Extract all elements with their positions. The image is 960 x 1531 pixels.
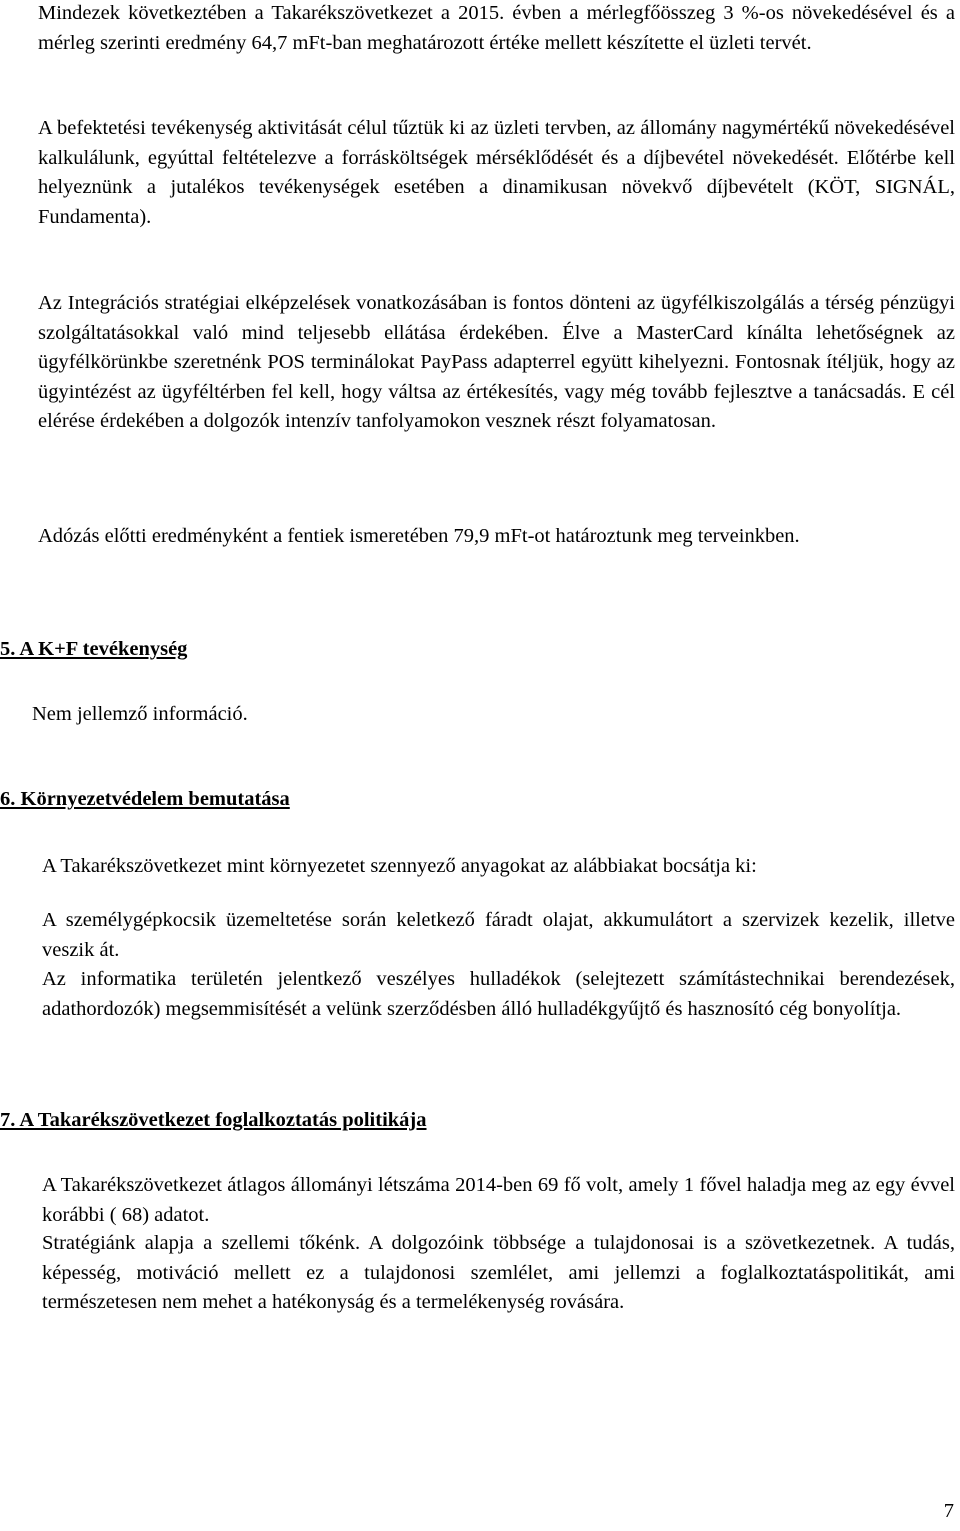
paragraph-pretax-result: Adózás előtti eredményként a fentiek ismeretében 79,9 mFt-ot határoztunk meg terveinkben. <box>38 525 800 547</box>
section-6-heading: 6. Környezetvédelem bemutatása <box>0 788 290 810</box>
section-6-intro: A Takarékszövetkezet mint környezetet szennyező anyagokat az alábbiakat bocsátja ki: <box>42 855 757 877</box>
paragraph-integration-strategy: Az Integrációs stratégiai elképzelések vonatkozásában is fontos dönteni az ügyfélkiszolgálás a térség pénzügyi szolgáltatásokkal való mind teljesebb ellátása érdekében. Élve a MasterCard kínálta lehetőségnek az ügyfélkörünkbe szeretnénk POS terminálokat PayPass adapterrel együtt kihelyezni. Fontosnak ítéljük, hogy az ügyintézést az ügyféltérben fel kell, hogy váltsa az értékesítés, vagy még tovább fejlesztve a tanácsadás. E cél elérése érdekében a dolgozók intenzív tanfolyamokon vesznek részt folyamatosan. <box>38 292 955 432</box>
page-number: 7 <box>943 1500 954 1522</box>
section-7-heading: 7. A Takarékszövetkezet foglalkoztatás politikája <box>0 1109 427 1131</box>
section-7-strategy: Stratégiánk alapja a szellemi tőkénk. A dolgozóink többsége a tulajdonosai is a szövetkezetnek. A tudás, képesség, motiváció mellett ez a tulajdonosi szemlélet, ami jellemzi a foglalkoztatáspolitikát, ami természetesen nem mehet a hatékonyság és a termelékenység rovására. <box>42 1232 955 1313</box>
section-6-item-vehicles: A személygépkocsik üzemeltetése során keletkező fáradt olajat, akkumulátort a szervizek kezelik, illetve veszik át. <box>42 909 955 961</box>
section-6-item-it-waste: Az informatika területén jelentkező veszélyes hulladékok (selejtezett számítástechnikai berendezések, adathordozók) megsemmisítését a velünk szerződésben álló hulladékgyűjtő és hasznosító cég bonyolítja. <box>42 968 955 1020</box>
section-7-headcount: A Takarékszövetkezet átlagos állományi létszáma 2014-ben 69 fő volt, amely 1 fővel haladja meg az egy évvel korábbi ( 68) adatot. <box>42 1174 955 1226</box>
paragraph-investment-activity: A befektetési tevékenység aktivitását célul tűztük ki az üzleti tervben, az állomány nagymértékű növekedésével kalkulálunk, egyúttal feltételezve a forrásköltségek mérséklődését és a díjbevétel növekedését. Előtérbe kell helyeznünk a jutalékos tevékenységek esetében a dinamikusan növekvő díjbevételt (KÖT, SIGNÁL, Fundamenta). <box>38 117 955 228</box>
section-5-text: Nem jellemző információ. <box>32 703 248 725</box>
paragraph-plan-summary: Mindezek következtében a Takarékszövetkezet a 2015. évben a mérlegfőösszeg 3 %-os növekedésével és a mérleg szerinti eredmény 64,7 mFt-ban meghatározott értéke mellett készítette el üzleti tervét. <box>38 2 955 54</box>
section-5-heading: 5. A K+F tevékenység <box>0 638 188 660</box>
